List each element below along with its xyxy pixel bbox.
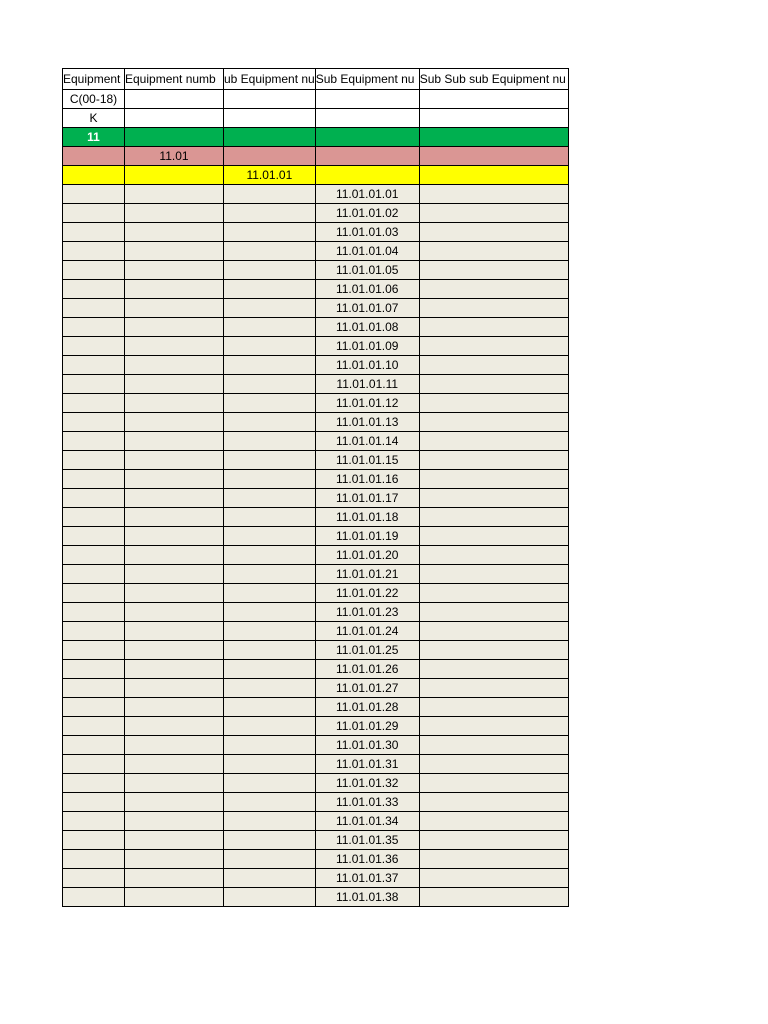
header-cell[interactable]: Equipment numb	[125, 69, 224, 90]
item-code-cell[interactable]: 11.01.01.03	[315, 223, 419, 242]
table-row	[63, 812, 569, 831]
item-code-cell[interactable]: 11.01.01.20	[315, 546, 419, 565]
cell[interactable]	[63, 679, 125, 698]
cell[interactable]	[125, 166, 224, 185]
cell[interactable]	[224, 698, 316, 717]
header-row	[63, 69, 569, 90]
item-code-cell[interactable]: 11.01.01.35	[315, 831, 419, 850]
level1-row	[63, 128, 569, 147]
cell[interactable]	[63, 717, 125, 736]
cell[interactable]	[63, 774, 125, 793]
table-row	[63, 375, 569, 394]
cell[interactable]	[125, 223, 224, 242]
table-row	[63, 204, 569, 223]
cell[interactable]	[419, 508, 568, 527]
header-cell[interactable]: Equipment	[63, 69, 125, 90]
item-code-cell[interactable]: 11.01.01.18	[315, 508, 419, 527]
cell[interactable]	[125, 337, 224, 356]
cell[interactable]	[63, 166, 125, 185]
equipment-table	[62, 68, 569, 907]
cell[interactable]	[125, 489, 224, 508]
item-code-cell[interactable]: 11.01.01.31	[315, 755, 419, 774]
cell[interactable]	[63, 470, 125, 489]
cell[interactable]	[63, 318, 125, 337]
item-code-cell[interactable]: 11.01.01.15	[315, 451, 419, 470]
code-range-row	[63, 90, 569, 109]
cell[interactable]	[224, 508, 316, 527]
cell[interactable]	[63, 508, 125, 527]
cell[interactable]	[63, 698, 125, 717]
cell[interactable]	[63, 280, 125, 299]
cell[interactable]	[125, 128, 224, 147]
cell[interactable]	[419, 451, 568, 470]
cell[interactable]	[224, 489, 316, 508]
item-code-cell[interactable]: 11.01.01.16	[315, 470, 419, 489]
table-row	[63, 660, 569, 679]
table-row	[63, 736, 569, 755]
cell[interactable]	[224, 394, 316, 413]
cell[interactable]	[224, 413, 316, 432]
cell[interactable]	[224, 584, 316, 603]
cell[interactable]	[125, 280, 224, 299]
cell[interactable]	[63, 147, 125, 166]
table-row	[63, 774, 569, 793]
item-code-cell[interactable]: 11.01.01.05	[315, 261, 419, 280]
cell[interactable]	[224, 869, 316, 888]
item-code-cell[interactable]: 11.01.01.14	[315, 432, 419, 451]
cell[interactable]	[63, 413, 125, 432]
table-row	[63, 432, 569, 451]
cell[interactable]	[125, 90, 224, 109]
cell[interactable]	[63, 451, 125, 470]
cell[interactable]	[419, 850, 568, 869]
cell[interactable]	[63, 793, 125, 812]
cell[interactable]	[224, 622, 316, 641]
cell[interactable]	[63, 660, 125, 679]
cell[interactable]	[419, 299, 568, 318]
item-code-cell[interactable]: 11.01.01.30	[315, 736, 419, 755]
cell[interactable]	[419, 679, 568, 698]
cell[interactable]	[125, 432, 224, 451]
cell[interactable]	[63, 641, 125, 660]
cell[interactable]	[63, 603, 125, 622]
cell[interactable]	[419, 869, 568, 888]
table-row	[63, 565, 569, 584]
cell[interactable]	[419, 565, 568, 584]
level2-row	[63, 147, 569, 166]
item-code-cell[interactable]: 11.01.01.27	[315, 679, 419, 698]
cell[interactable]	[224, 831, 316, 850]
table-row	[63, 261, 569, 280]
cell[interactable]	[63, 489, 125, 508]
cell[interactable]	[125, 641, 224, 660]
table-row	[63, 888, 569, 907]
table-row	[63, 337, 569, 356]
cell[interactable]	[125, 622, 224, 641]
item-code-cell[interactable]: 11.01.01.22	[315, 584, 419, 603]
cell[interactable]	[419, 337, 568, 356]
item-code-cell[interactable]: 11.01.01.29	[315, 717, 419, 736]
cell[interactable]	[419, 660, 568, 679]
table-row	[63, 698, 569, 717]
cell[interactable]	[224, 128, 316, 147]
cell[interactable]	[419, 698, 568, 717]
item-code-cell[interactable]: 11.01.01.38	[315, 888, 419, 907]
item-code-cell[interactable]: 11.01.01.02	[315, 204, 419, 223]
table-row	[63, 850, 569, 869]
cell[interactable]	[224, 109, 316, 128]
cell[interactable]	[224, 299, 316, 318]
cell[interactable]	[224, 565, 316, 584]
cell[interactable]	[419, 603, 568, 622]
cell[interactable]	[125, 831, 224, 850]
cell[interactable]	[419, 489, 568, 508]
cell[interactable]	[224, 261, 316, 280]
cell[interactable]	[63, 375, 125, 394]
cell[interactable]	[63, 850, 125, 869]
cell[interactable]	[125, 185, 224, 204]
cell[interactable]	[125, 394, 224, 413]
cell[interactable]	[224, 755, 316, 774]
cell[interactable]	[315, 128, 419, 147]
table-row	[63, 489, 569, 508]
header-cell[interactable]: Sub Sub sub Equipment nu	[419, 69, 568, 90]
item-code-cell[interactable]: 11.01.01.07	[315, 299, 419, 318]
cell[interactable]	[63, 755, 125, 774]
cell[interactable]	[419, 318, 568, 337]
cell[interactable]	[63, 356, 125, 375]
cell[interactable]	[125, 679, 224, 698]
cell[interactable]	[63, 584, 125, 603]
table-row	[63, 394, 569, 413]
cell[interactable]	[419, 812, 568, 831]
level3-cell[interactable]: 11.01.01	[224, 166, 316, 185]
cell[interactable]	[125, 413, 224, 432]
table-body	[63, 69, 569, 907]
item-code-cell[interactable]: 11.01.01.28	[315, 698, 419, 717]
cell[interactable]	[224, 90, 316, 109]
cell[interactable]	[125, 603, 224, 622]
cell[interactable]	[419, 888, 568, 907]
cell[interactable]	[125, 546, 224, 565]
cell[interactable]	[419, 394, 568, 413]
table-row	[63, 185, 569, 204]
cell[interactable]	[224, 451, 316, 470]
cell[interactable]	[224, 660, 316, 679]
cell[interactable]	[419, 793, 568, 812]
table-row	[63, 470, 569, 489]
cell[interactable]	[224, 793, 316, 812]
cell[interactable]	[63, 565, 125, 584]
item-code-cell[interactable]: 11.01.01.19	[315, 527, 419, 546]
cell[interactable]	[125, 565, 224, 584]
item-code-cell[interactable]: 11.01.01.08	[315, 318, 419, 337]
cell[interactable]	[63, 242, 125, 261]
header-cell[interactable]: Sub Equipment nu	[315, 69, 419, 90]
cell[interactable]	[125, 375, 224, 394]
cell[interactable]	[419, 717, 568, 736]
letter-cell[interactable]: K	[63, 109, 125, 128]
cell[interactable]	[419, 280, 568, 299]
cell[interactable]	[419, 166, 568, 185]
code-range-cell[interactable]: C(00-18)	[63, 90, 125, 109]
cell[interactable]	[224, 375, 316, 394]
table-row	[63, 299, 569, 318]
cell[interactable]	[224, 318, 316, 337]
cell[interactable]	[224, 888, 316, 907]
item-code-cell[interactable]: 11.01.01.32	[315, 774, 419, 793]
cell[interactable]	[419, 128, 568, 147]
table-row	[63, 223, 569, 242]
item-code-cell[interactable]: 11.01.01.24	[315, 622, 419, 641]
table-row	[63, 527, 569, 546]
cell[interactable]	[224, 736, 316, 755]
cell[interactable]	[125, 584, 224, 603]
cell[interactable]	[419, 109, 568, 128]
cell[interactable]	[125, 698, 224, 717]
cell[interactable]	[125, 204, 224, 223]
cell[interactable]	[224, 470, 316, 489]
cell[interactable]	[224, 546, 316, 565]
cell[interactable]	[125, 109, 224, 128]
cell[interactable]	[125, 812, 224, 831]
cell[interactable]	[419, 432, 568, 451]
cell[interactable]	[125, 356, 224, 375]
cell[interactable]	[125, 299, 224, 318]
table-row	[63, 546, 569, 565]
cell[interactable]	[224, 204, 316, 223]
item-code-cell[interactable]: 11.01.01.10	[315, 356, 419, 375]
cell[interactable]	[419, 375, 568, 394]
table-row	[63, 793, 569, 812]
cell[interactable]	[125, 736, 224, 755]
cell[interactable]	[419, 356, 568, 375]
cell[interactable]	[224, 527, 316, 546]
table-row	[63, 242, 569, 261]
item-code-cell[interactable]: 11.01.01.01	[315, 185, 419, 204]
table-row	[63, 451, 569, 470]
cell[interactable]	[419, 185, 568, 204]
table-row	[63, 603, 569, 622]
table-row	[63, 679, 569, 698]
cell[interactable]	[63, 812, 125, 831]
cell[interactable]	[224, 641, 316, 660]
cell[interactable]	[224, 679, 316, 698]
cell[interactable]	[63, 337, 125, 356]
cell[interactable]	[419, 622, 568, 641]
table-row	[63, 508, 569, 527]
cell[interactable]	[125, 755, 224, 774]
cell[interactable]	[419, 90, 568, 109]
cell[interactable]	[63, 869, 125, 888]
cell[interactable]	[224, 850, 316, 869]
cell[interactable]	[125, 318, 224, 337]
item-code-cell[interactable]: 11.01.01.11	[315, 375, 419, 394]
cell[interactable]	[125, 660, 224, 679]
cell[interactable]	[63, 394, 125, 413]
level3-row	[63, 166, 569, 185]
cell[interactable]	[63, 622, 125, 641]
cell[interactable]	[63, 831, 125, 850]
item-code-cell[interactable]: 11.01.01.04	[315, 242, 419, 261]
cell[interactable]	[125, 717, 224, 736]
table-row	[63, 641, 569, 660]
table-row	[63, 869, 569, 888]
cell[interactable]	[224, 717, 316, 736]
cell[interactable]	[125, 451, 224, 470]
item-code-cell[interactable]: 11.01.01.21	[315, 565, 419, 584]
cell[interactable]	[63, 546, 125, 565]
item-code-cell[interactable]: 11.01.01.17	[315, 489, 419, 508]
cell[interactable]	[419, 584, 568, 603]
cell[interactable]	[419, 261, 568, 280]
cell[interactable]	[125, 850, 224, 869]
cell[interactable]	[315, 90, 419, 109]
cell[interactable]	[63, 888, 125, 907]
table-row	[63, 280, 569, 299]
cell[interactable]	[63, 432, 125, 451]
item-code-cell[interactable]: 11.01.01.36	[315, 850, 419, 869]
item-code-cell[interactable]: 11.01.01.37	[315, 869, 419, 888]
cell[interactable]	[419, 413, 568, 432]
cell[interactable]	[419, 641, 568, 660]
item-code-cell[interactable]: 11.01.01.09	[315, 337, 419, 356]
cell[interactable]	[125, 774, 224, 793]
cell[interactable]	[63, 527, 125, 546]
cell[interactable]	[125, 470, 224, 489]
cell[interactable]	[419, 204, 568, 223]
table-row	[63, 318, 569, 337]
cell[interactable]	[224, 223, 316, 242]
cell[interactable]	[125, 793, 224, 812]
table-row	[63, 356, 569, 375]
cell[interactable]	[125, 242, 224, 261]
cell[interactable]	[419, 831, 568, 850]
cell[interactable]	[224, 356, 316, 375]
cell[interactable]	[315, 109, 419, 128]
cell[interactable]	[125, 888, 224, 907]
cell[interactable]	[224, 242, 316, 261]
cell[interactable]	[63, 204, 125, 223]
item-code-cell[interactable]: 11.01.01.34	[315, 812, 419, 831]
cell[interactable]	[419, 242, 568, 261]
cell[interactable]	[125, 508, 224, 527]
table-row	[63, 584, 569, 603]
letter-row	[63, 109, 569, 128]
cell[interactable]	[224, 337, 316, 356]
cell[interactable]	[419, 736, 568, 755]
cell[interactable]	[224, 774, 316, 793]
header-cell[interactable]: ub Equipment nu	[224, 69, 316, 90]
cell[interactable]	[419, 147, 568, 166]
cell[interactable]	[419, 546, 568, 565]
cell[interactable]	[224, 185, 316, 204]
cell[interactable]	[125, 869, 224, 888]
item-code-cell[interactable]: 11.01.01.23	[315, 603, 419, 622]
item-code-cell[interactable]: 11.01.01.25	[315, 641, 419, 660]
cell[interactable]	[224, 280, 316, 299]
cell[interactable]	[224, 147, 316, 166]
cell[interactable]	[63, 185, 125, 204]
table-row	[63, 622, 569, 641]
item-code-cell[interactable]: 11.01.01.06	[315, 280, 419, 299]
cell[interactable]	[419, 755, 568, 774]
item-code-cell[interactable]: 11.01.01.13	[315, 413, 419, 432]
cell[interactable]	[419, 774, 568, 793]
cell[interactable]	[63, 261, 125, 280]
cell[interactable]	[224, 603, 316, 622]
cell[interactable]	[419, 470, 568, 489]
table-row	[63, 755, 569, 774]
level2-cell[interactable]: 11.01	[125, 147, 224, 166]
cell[interactable]	[224, 432, 316, 451]
cell[interactable]	[125, 261, 224, 280]
level1-cell[interactable]: 11	[63, 128, 125, 147]
item-code-cell[interactable]: 11.01.01.12	[315, 394, 419, 413]
cell[interactable]	[224, 812, 316, 831]
cell[interactable]	[315, 147, 419, 166]
cell[interactable]	[419, 527, 568, 546]
cell[interactable]	[125, 527, 224, 546]
cell[interactable]	[419, 223, 568, 242]
table-row	[63, 717, 569, 736]
cell[interactable]	[63, 736, 125, 755]
table-row	[63, 831, 569, 850]
item-code-cell[interactable]: 11.01.01.33	[315, 793, 419, 812]
item-code-cell[interactable]: 11.01.01.26	[315, 660, 419, 679]
cell[interactable]	[63, 223, 125, 242]
cell[interactable]	[315, 166, 419, 185]
table-row	[63, 413, 569, 432]
cell[interactable]	[63, 299, 125, 318]
